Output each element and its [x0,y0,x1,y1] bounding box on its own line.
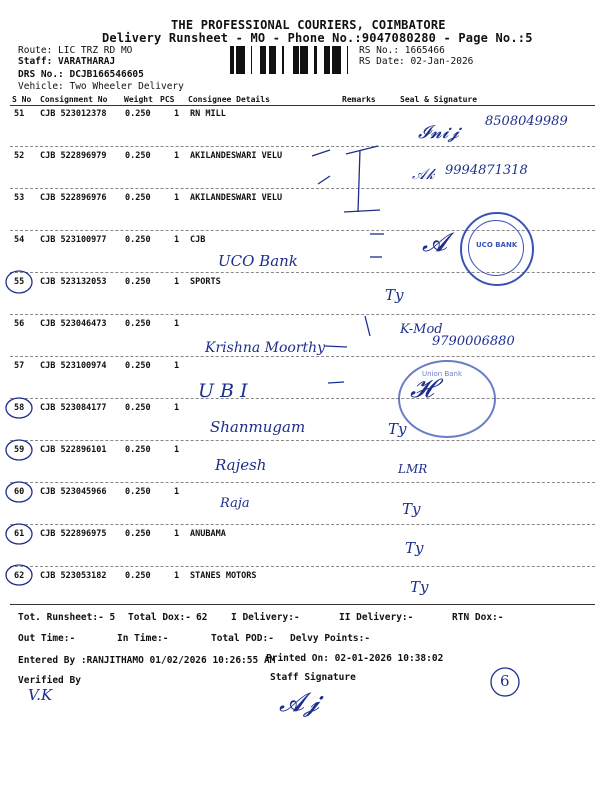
handwritten-ty-1: Ty [385,286,404,304]
handwritten-page-count: 6 [500,672,510,690]
total-pod: Total POD:- [211,633,274,644]
in-time: In Time:- [117,633,169,644]
row-sno: 55 [14,277,25,287]
handwritten-phone-1: 8508049989 [485,114,568,129]
handwritten-ubi: U B I [198,380,248,402]
total-runsheet: Tot. Runsheet:- 5 [18,612,116,623]
row-sno: 62 [14,571,25,581]
ink-stroke [312,150,330,156]
union-bank-stamp [398,360,496,438]
row-consignment: CJB 522896976 [40,193,107,203]
ink-stroke [344,210,380,212]
row-sno: 61 [14,529,25,539]
uco-stamp-text: UCO BANK [476,241,518,249]
row-pcs: 1 [174,109,180,119]
handwritten-rajesh: Rajesh [215,456,267,474]
handwritten-ty-5: Ty [410,578,429,596]
col-consignment: Consignment No [40,95,108,104]
row-consignment: CJB 523046473 [40,319,107,329]
row-pcs: 1 [174,235,180,245]
circle-mark [6,440,32,460]
col-consignee: Consignee Details [188,95,270,104]
row-sno: 53 [14,193,25,203]
row-pcs: 1 [174,571,180,581]
row-pcs: 1 [174,277,180,287]
row-weight: 0.250 [125,319,151,329]
handwritten-signature-4: 𝓗 [410,374,434,404]
handwritten-ty-4: Ty [405,539,424,557]
drs-value: DCJB166546605 [69,69,144,80]
row-weight: 0.250 [125,109,151,119]
handwritten-lmr: LMR [398,462,428,476]
handwritten-phone-2: 9994871318 [445,163,528,178]
ink-stroke [328,382,344,383]
handwritten-ty-3: Ty [402,500,421,518]
company-name: THE PROFESSIONAL COURIERS, COIMBATORE [171,18,446,32]
ink-stroke [346,146,378,154]
drs-label: DRS No.: [18,69,64,80]
row-weight: 0.250 [125,403,151,413]
row-pcs: 1 [174,193,180,203]
handwritten-signature-2: 𝒜𝓀 [412,165,435,183]
handwritten-signature-1: 𝓘𝓷𝓲𝓳 [418,122,460,143]
row-sno: 51 [14,109,25,119]
row-sno: 56 [14,319,25,329]
row-weight: 0.250 [125,571,151,581]
verified-by-label: Verified By [18,675,81,686]
row-pcs: 1 [174,403,180,413]
ink-stroke [318,176,330,184]
row-sno: 58 [14,403,25,413]
row-weight: 0.250 [125,361,151,371]
out-time: Out Time:- [18,633,76,644]
row-consignment: CJB 523100974 [40,361,107,371]
row-sno: 54 [14,235,25,245]
row-consignee: RN MILL [190,109,226,119]
ink-stroke [365,316,370,336]
handwritten-verified-initials: V.K [28,686,53,704]
ii-delivery: II Delivery:- [339,612,414,623]
circle-mark [6,524,32,544]
row-pcs: 1 [174,529,180,539]
row-consignment: CJB 523053182 [40,571,107,581]
row-consignment: CJB 523100977 [40,235,107,245]
row-consignee: AKILANDESWARI VELU [190,193,283,203]
row-weight: 0.250 [125,529,151,539]
row-pcs: 1 [174,487,180,497]
row-weight: 0.250 [125,445,151,455]
staff-signature-label: Staff Signature [270,672,356,683]
row-consignee: CJB [190,235,206,245]
entered-by: Entered By :RANJITHAMO 01/02/2026 10:26:55 AM [18,655,276,666]
staff-label: Staff: VARATHARAJ [18,56,116,67]
handwritten-ty-2: Ty [388,420,407,438]
vehicle-label: Vehicle: Two Wheeler Delivery [18,81,184,92]
handwritten-raja: Raja [220,496,250,511]
row-consignment: CJB 522896101 [40,445,107,455]
ubi-stamp-text: Union Bank [422,370,463,378]
row-consignment: CJB 523132053 [40,277,107,287]
circle-mark [6,565,32,585]
row-sno: 59 [14,445,25,455]
handwritten-uco-bank: UCO Bank [218,252,298,270]
row-consignee: ANUBAMA [190,529,226,539]
row-consignment: CJB 523045966 [40,487,107,497]
total-dox-label: Total Dox:- [128,612,191,623]
row-consignment: CJB 522896979 [40,151,107,161]
row-sno: 60 [14,487,25,497]
circle-mark [6,271,32,293]
delvy-points: Delvy Points:- [290,633,371,644]
row-weight: 0.250 [125,487,151,497]
row-sno: 57 [14,361,25,371]
row-pcs: 1 [174,151,180,161]
col-remarks: Remarks [342,95,376,104]
handwritten-krishna: Krishna Moorthy [205,340,326,356]
handwritten-staff-signature: 𝓐𝓳 [279,688,320,718]
row-weight: 0.250 [125,235,151,245]
col-seal-signature: Seal & Signature [400,95,478,104]
ink-stroke [325,346,347,347]
total-dox-value: 62 [196,612,208,623]
circle-mark [6,482,32,502]
col-pcs: PCS [160,95,175,104]
handwritten-k-mod: K-Mod [400,322,443,337]
row-pcs: 1 [174,445,180,455]
col-sno: S No [12,95,32,104]
row-consignee: SPORTS [190,277,221,287]
route-label: Route: LIC TRZ RD MO [18,45,133,56]
rs-date: RS Date: 02-Jan-2026 [359,56,474,67]
row-consignment: CJB 522896975 [40,529,107,539]
handwritten-phone-3: 9790006880 [432,334,515,349]
col-weight: Weight [124,95,153,104]
row-consignee: AKILANDESWARI VELU [190,151,283,161]
handwritten-signature-3: 𝓐 [422,228,448,258]
runsheet-title: Delivery Runsheet - MO - Phone No.:9047080280 - Page No.:5 [102,31,533,45]
printed-on: Printed On: 02-01-2026 10:38:02 [266,653,444,664]
rs-number: RS No.: 1665466 [359,45,445,56]
row-pcs: 1 [174,361,180,371]
i-delivery: I Delivery:- [231,612,300,623]
row-pcs: 1 [174,319,180,329]
row-consignee: STANES MOTORS [190,571,257,581]
handwritten-shanmugam: Shanmugam [210,418,306,436]
row-consignment: CJB 523084177 [40,403,107,413]
rtn-dox: RTN Dox:- [452,612,504,623]
row-consignment: CJB 523012378 [40,109,107,119]
ink-stroke [358,150,360,212]
row-sno: 52 [14,151,25,161]
row-weight: 0.250 [125,193,151,203]
row-weight: 0.250 [125,277,151,287]
circle-mark [6,398,32,418]
row-weight: 0.250 [125,151,151,161]
uco-bank-stamp [460,212,534,286]
